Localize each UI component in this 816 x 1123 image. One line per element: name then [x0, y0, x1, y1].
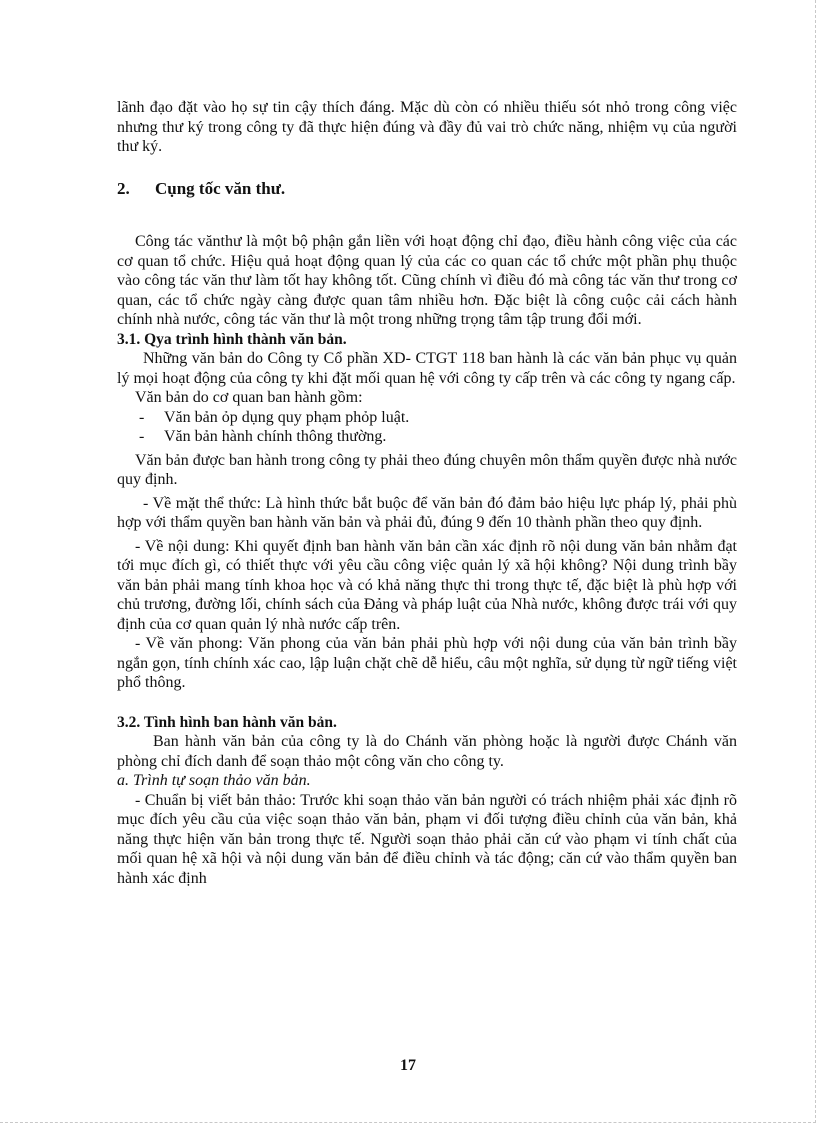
section-title: Cụng tốc văn thư.: [155, 178, 286, 198]
subheading-drafting-order: a. Trình tự soạn thảo văn bản.: [117, 772, 311, 789]
paragraph-authority: Văn bản được ban hành trong công ty phải theo đúng chuyên môn thẩm quyền được nhà nước quy định.: [117, 451, 737, 488]
paragraph-intro: lãnh đạo đặt vào họ sự tin cậy thích đáng. Mặc dù còn có nhiều thiếu sót nhỏ trong công việc nhưng thư ký trong công ty đã thực hiện đúng và đầy đủ vai trò chức năng, nhiệm vụ của người thư ký.: [117, 99, 737, 155]
paragraph-documents-issued: Những văn bản do Công ty Cổ phần XD- CTGT 118 ban hành là các văn bản phục vụ quản lý mọi hoạt động của công ty khi đặt mối quan hệ với công ty cấp trên và các công ty ngang cấp.: [117, 350, 737, 387]
section-number: 2.: [117, 178, 130, 198]
paragraph-issuance: Ban hành văn bản của công ty là do Chánh văn phòng hoặc là người được Chánh văn phòng chỉ đích danh để soạn thảo một công văn cho công ty.: [117, 733, 737, 770]
page-number: 17: [400, 1057, 416, 1074]
paragraph-document-types: Văn bản do cơ quan ban hành gồm:: [135, 389, 363, 406]
paragraph-office-work: Công tác vănthư là một bộ phận gắn liền với hoạt động chỉ đạo, điều hành công việc của các cơ quan tổ chức. Hiệu quả hoạt động quan lý của các co quan các tổ chức một phần phụ thuộc vào công tác văn thư làm tốt hay không tốt. Cũng chính vì điều đó mà công tác văn thư trong cơ quan, các tổ chức ngày càng được quan tâm nhiều hơn. Đặc biệt là công cuộc cải cách hành chính nhà nước, công tác văn thư là một trong những trọng tâm tập trung đổi mới.: [117, 233, 737, 328]
subsection-heading-3-1: 3.1. Qya trình hình thành văn bản.: [117, 330, 347, 348]
paragraph-content: - Về nội dung: Khi quyết định ban hành văn bản cần xác định rõ nội dung văn bản nhằm đạt tới mục đích gì, có thiết thực với yêu cầu công việc quản lý xã hội không? Nội dung trình bầy văn bản phải mang tính khoa học và có khả năng thực thi trong thực tế, đặc biệt là phù hợp với chủ trương, đường lối, chính sách của Đảng và pháp luật của Nhà nước, không được trái với quy định của cơ quan quản lý nhà nước cấp trên.: [117, 537, 737, 633]
paragraph-format: - Về mặt thể thức: Là hình thức bắt buộc để văn bản đó đảm bảo hiệu lực pháp lý, phải phù hợp với thẩm quyền ban hành văn bản và phải đủ, đúng 9 đến 10 thành phần theo quy định.: [117, 494, 737, 531]
paragraph-style: - Về văn phong: Văn phong của văn bản phải phù hợp với nội dung của văn bản trình bầy ngắn gọn, tính chính xác cao, lập luận chặt chẽ dễ hiểu, câu một nghĩa, sử dụng từ ngữ tiếng việt phổ thông.: [117, 635, 737, 691]
subsection-heading-3-2: 3.2. Tình hình ban hành văn bản.: [117, 713, 337, 731]
paragraph-draft-preparation: - Chuẩn bị viết bản thảo: Trước khi soạn thảo văn bản người có trách nhiệm phải xác định rõ mục đích yêu cầu của việc soạn thảo văn bản, phạm vi đối tượng điều chỉnh của văn bản, khả năng thực hiện văn bản trong thực tế. Người soạn thảo phải căn cứ vào phạm vi tính chất của mối quan hệ xã hội và nội dung văn bản để điều chỉnh và tác động; căn cứ vào thẩm quyền ban hành xác định: [117, 791, 737, 887]
dash-mark: -: [139, 408, 145, 426]
list-item-text: Văn bản hành chính thông thường.: [164, 428, 387, 445]
list-item: [117, 408, 737, 428]
list-item: [117, 427, 737, 447]
dash-mark: -: [139, 428, 145, 445]
list-item-text: Văn bản ỏp dụng quy phạm phỏp luật.: [164, 408, 410, 426]
section-heading-2: [117, 179, 737, 199]
page-body: [117, 98, 737, 888]
